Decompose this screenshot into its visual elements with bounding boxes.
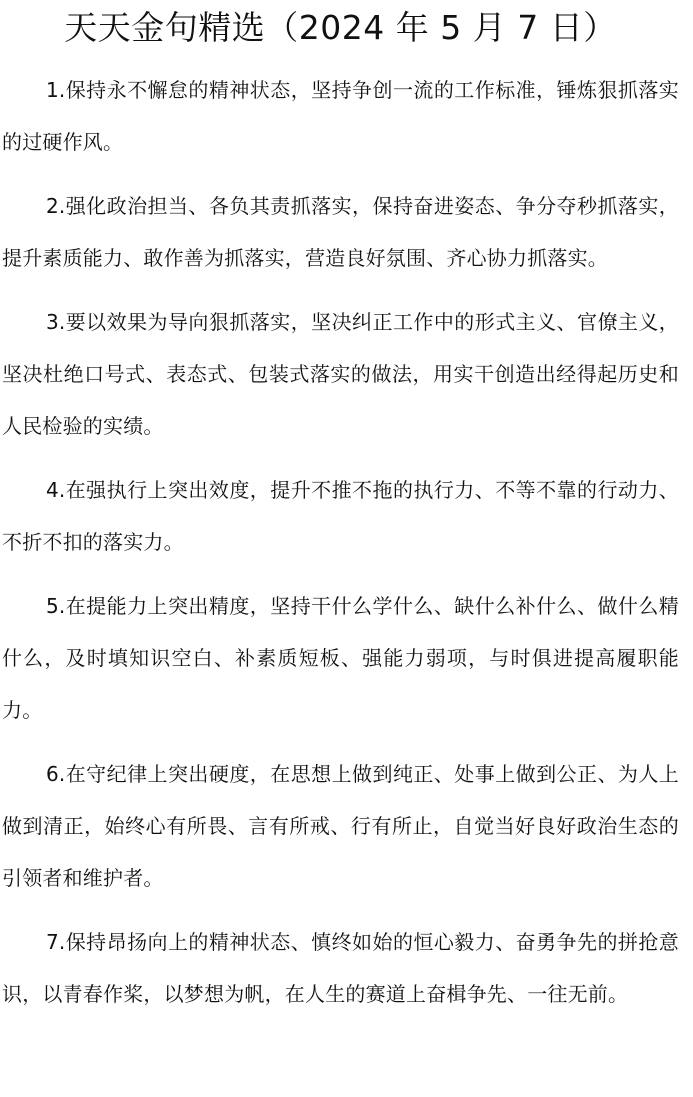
quote-paragraph-4: 4.在强执行上突出效度，提升不推不拖的执行力、不等不靠的行动力、不折不扣的落实力。 <box>2 478 679 554</box>
quote-paragraph-7: 7.保持昂扬向上的精神状态、慎终如始的恒心毅力、奋勇争先的拼抢意识，以青春作桨，以梦想为帆，在人生的赛道上奋楫争先、一往无前。 <box>2 930 679 1006</box>
quote-paragraph-2: 2.强化政治担当、各负其责抓落实，保持奋进姿态、争分夺秒抓落实，提升素质能力、敢作善为抓落实，营造良好氛围、齐心协力抓落实。 <box>2 194 679 270</box>
quote-paragraph-3: 3.要以效果为导向狠抓落实，坚决纠正工作中的形式主义、官僚主义，坚决杜绝口号式、表态式、包装式落实的做法，用实干创造出经得起历史和人民检验的实绩。 <box>2 310 679 438</box>
quote-paragraph-6: 6.在守纪律上突出硬度，在思想上做到纯正、处事上做到公正、为人上做到清正，始终心有所畏、言有所戒、行有所止，自觉当好良好政治生态的引领者和维护者。 <box>2 762 679 890</box>
document-body <box>2 64 679 1020</box>
page-title: 天天金句精选（2024 年 5 月 7 日） <box>64 8 617 47</box>
quote-paragraph-5: 5.在提能力上突出精度，坚持干什么学什么、缺什么补什么、做什么精什么，及时填知识空白、补素质短板、强能力弱项，与时俱进提高履职能力。 <box>2 594 679 722</box>
quote-paragraph-1: 1.保持永不懈怠的精神状态，坚持争创一流的工作标准，锤炼狠抓落实的过硬作风。 <box>2 78 679 154</box>
